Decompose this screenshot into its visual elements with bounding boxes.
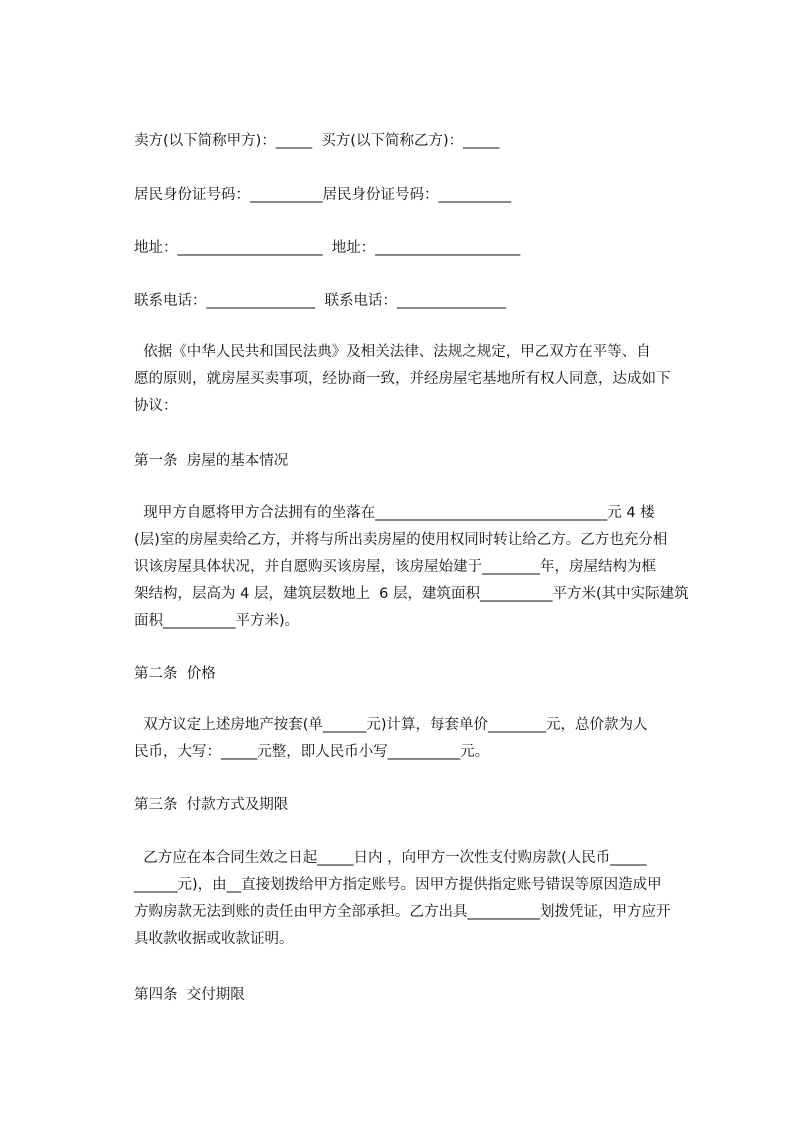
article-4-title: 第四条 交付期限 <box>134 987 245 1003</box>
preamble-paragraph <box>134 339 700 420</box>
paragraph-line: 双方议定上述房地产按套(单______元)计算，每套单价________元，总价款为人 <box>134 717 648 733</box>
article-3-title: 第三条 付款方式及期限 <box>134 797 289 813</box>
paragraph-line: (层)室的房屋卖给乙方，并将与所出卖房屋的使用权同时转让给乙方。乙方也充分相 <box>134 532 668 548</box>
paragraph-line: 愿的原则，就房屋买卖事项，经协商一致，并经房屋宅基地所有权人同意，达成如下 <box>134 371 671 387</box>
paragraph-line: 依据《中华人民共和国民法典》及相关法律、法规之规定，甲乙双方在平等、自 <box>134 344 651 360</box>
article-1-paragraph <box>134 500 700 635</box>
paragraph-line: 具收款收据或收款证明。 <box>134 931 294 947</box>
paragraph-line: 架结构，层高为 4 层，建筑层数地上 6 层，建筑面积__________平方米(其中实际建筑 <box>134 586 689 602</box>
paragraph-line: 协议： <box>134 398 178 414</box>
article-3-paragraph <box>134 845 700 953</box>
phone-line: 联系电话：_______________ 联系电话：_______________ <box>134 293 506 309</box>
paragraph-line: ______元)，由__直接划拨给甲方指定账号。因甲方提供指定账号错误等原因造成甲 <box>134 877 662 893</box>
article-2-paragraph <box>134 712 700 766</box>
id-number-line: 居民身份证号码：__________居民身份证号码：__________ <box>134 187 511 203</box>
paragraph-line: 民币，大写：_____元整，即人民币小写__________元。 <box>134 744 490 760</box>
paragraph-line: 面积__________平方米)。 <box>134 613 300 629</box>
paragraph-line: 识该房屋具体状况，并自愿购买该房屋，该房屋始建于________年，房屋结构为框 <box>134 559 656 575</box>
paragraph-line: 乙方应在本合同生效之日起_____日内 ，向甲方一次性支付购房款(人民币_____ <box>134 850 647 866</box>
article-1-title: 第一条 房屋的基本情况 <box>134 453 289 469</box>
paragraph-line: 方购房款无法到账的责任由甲方全部承担。乙方出具__________划拨凭证，甲方应开 <box>134 904 671 920</box>
article-2-title: 第二条 价格 <box>134 666 216 682</box>
paragraph-line: 现甲方自愿将甲方合法拥有的坐落在________________________________元 4 楼 <box>134 505 655 521</box>
seller-buyer-line: 卖方(以下简称甲方)：_____ 买方(以下简称乙方)：_____ <box>134 133 500 149</box>
address-line: 地址：____________________ 地址：____________________ <box>134 240 521 256</box>
